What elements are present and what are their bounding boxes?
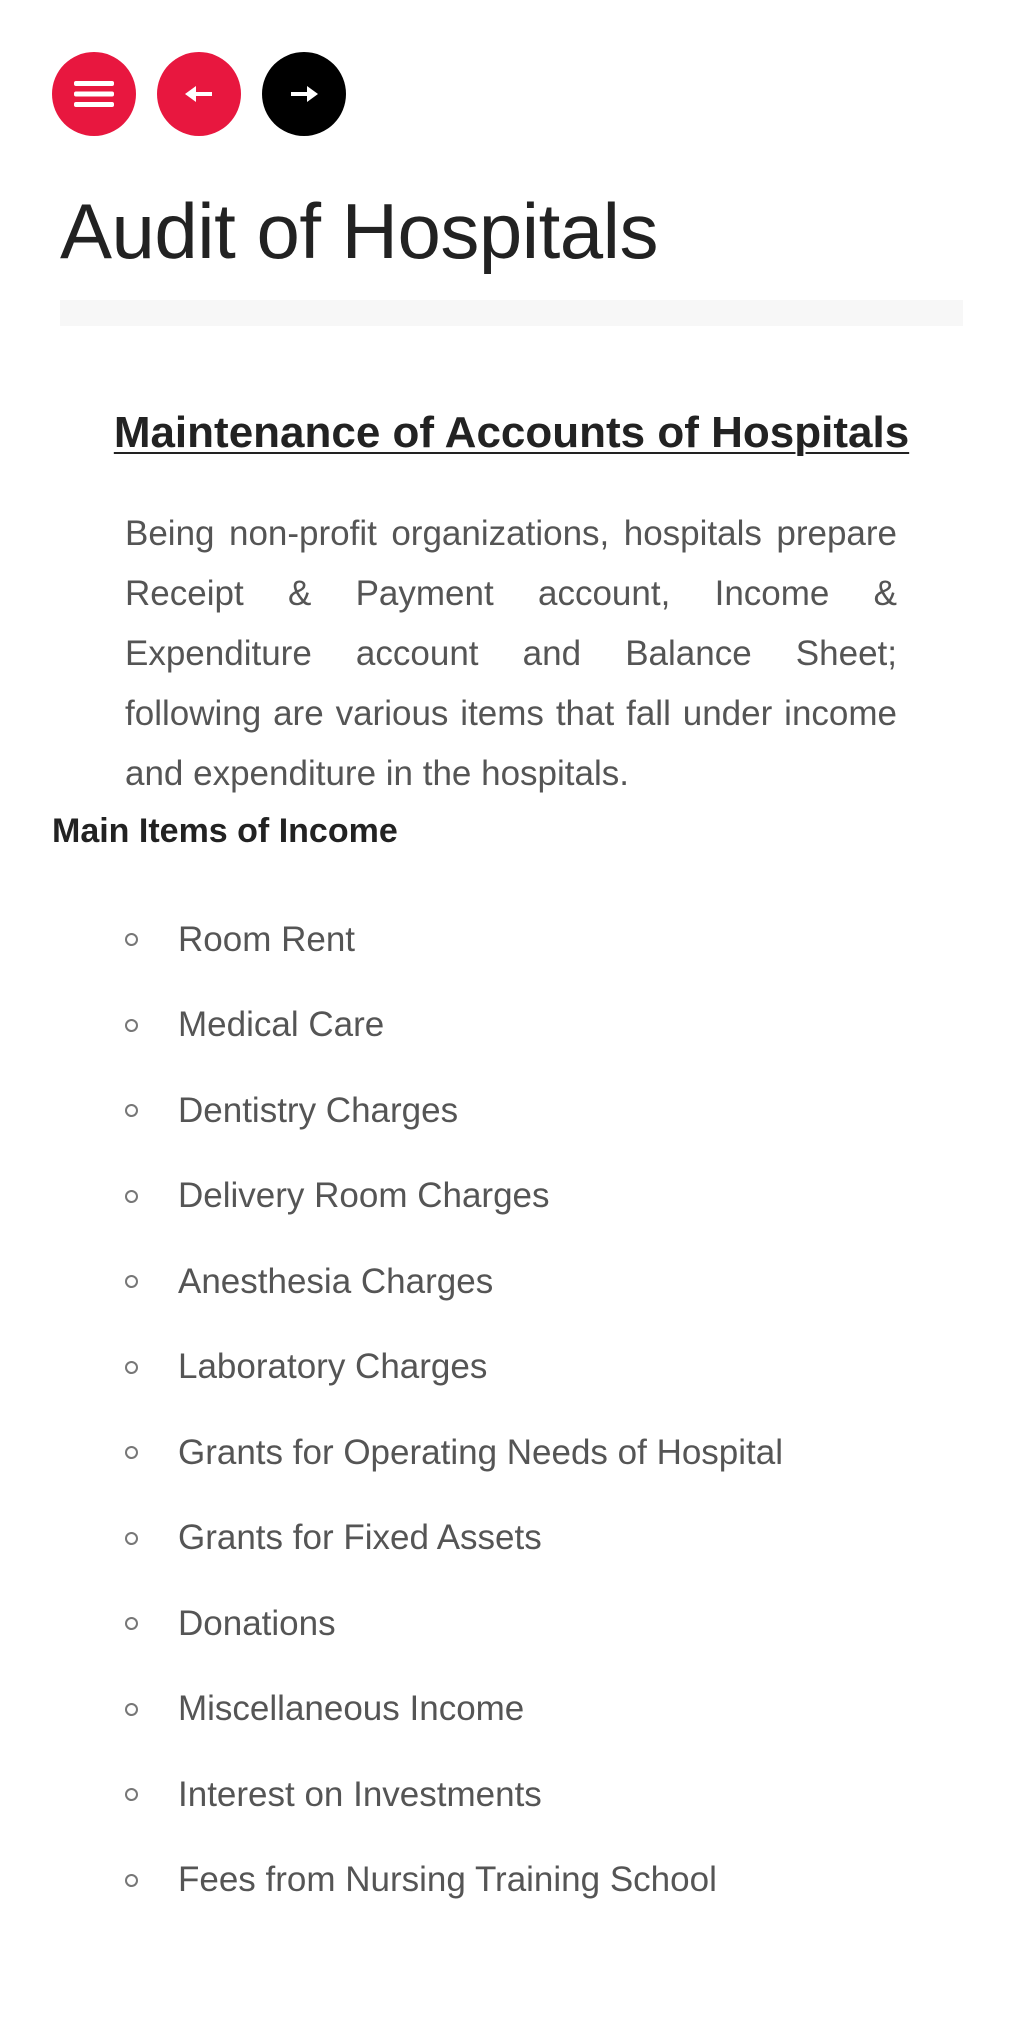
bullet-icon <box>125 1446 138 1459</box>
bullet-icon <box>125 1532 138 1545</box>
list-item <box>125 1410 975 1496</box>
list-item-label: Fees from Nursing Training School <box>178 1860 717 1900</box>
bullet-icon <box>125 1703 138 1716</box>
list-item-label: Delivery Room Charges <box>178 1176 550 1216</box>
list-item-label: Grants for Fixed Assets <box>178 1518 542 1558</box>
list-item-label: Laboratory Charges <box>178 1347 488 1387</box>
bullet-icon <box>125 1788 138 1801</box>
page-title: Audit of Hospitals <box>60 187 658 275</box>
bullet-icon <box>125 1104 138 1117</box>
list-item-label: Anesthesia Charges <box>178 1261 494 1301</box>
bullet-icon <box>125 1190 138 1203</box>
list-item-label: Miscellaneous Income <box>178 1689 525 1729</box>
arrow-right-icon <box>290 85 318 103</box>
arrow-left-icon <box>185 85 213 103</box>
list-item <box>125 1239 975 1325</box>
list-item <box>125 1667 975 1753</box>
list-item-label: Medical Care <box>178 1005 385 1045</box>
intro-paragraph: Being non-profit organizations, hospitals prepare Receipt & Payment account, Income & Expenditure account and Balance Sheet; following are various items that fall under income and expenditure in the hospitals. <box>125 514 897 793</box>
income-list <box>125 897 975 1923</box>
list-item <box>125 1325 975 1411</box>
list-item-label: Grants for Operating Needs of Hospital <box>178 1432 784 1472</box>
list-item <box>125 1068 975 1154</box>
title-divider <box>60 300 963 326</box>
list-item-label: Dentistry Charges <box>178 1090 459 1130</box>
bullet-icon <box>125 1874 138 1887</box>
menu-icon <box>74 78 114 110</box>
list-item <box>125 983 975 1069</box>
list-item-label: Room Rent <box>178 919 356 959</box>
list-item <box>125 1581 975 1667</box>
list-item <box>125 1496 975 1582</box>
list-item-label: Interest on Investments <box>178 1774 542 1814</box>
bullet-icon <box>125 1361 138 1374</box>
section-heading: Maintenance of Accounts of Hospitals <box>113 408 910 457</box>
menu-button[interactable] <box>52 52 136 136</box>
bullet-icon <box>125 1617 138 1630</box>
back-button[interactable] <box>157 52 241 136</box>
bullet-icon <box>125 1275 138 1288</box>
list-item <box>125 1838 975 1924</box>
income-heading: Main Items of Income <box>52 812 398 850</box>
bullet-icon <box>125 1019 138 1032</box>
bullet-icon <box>125 933 138 946</box>
nav-buttons <box>52 52 346 136</box>
list-item <box>125 897 975 983</box>
forward-button[interactable] <box>262 52 346 136</box>
list-item <box>125 1752 975 1838</box>
list-item-label: Donations <box>178 1603 336 1643</box>
list-item <box>125 1154 975 1240</box>
